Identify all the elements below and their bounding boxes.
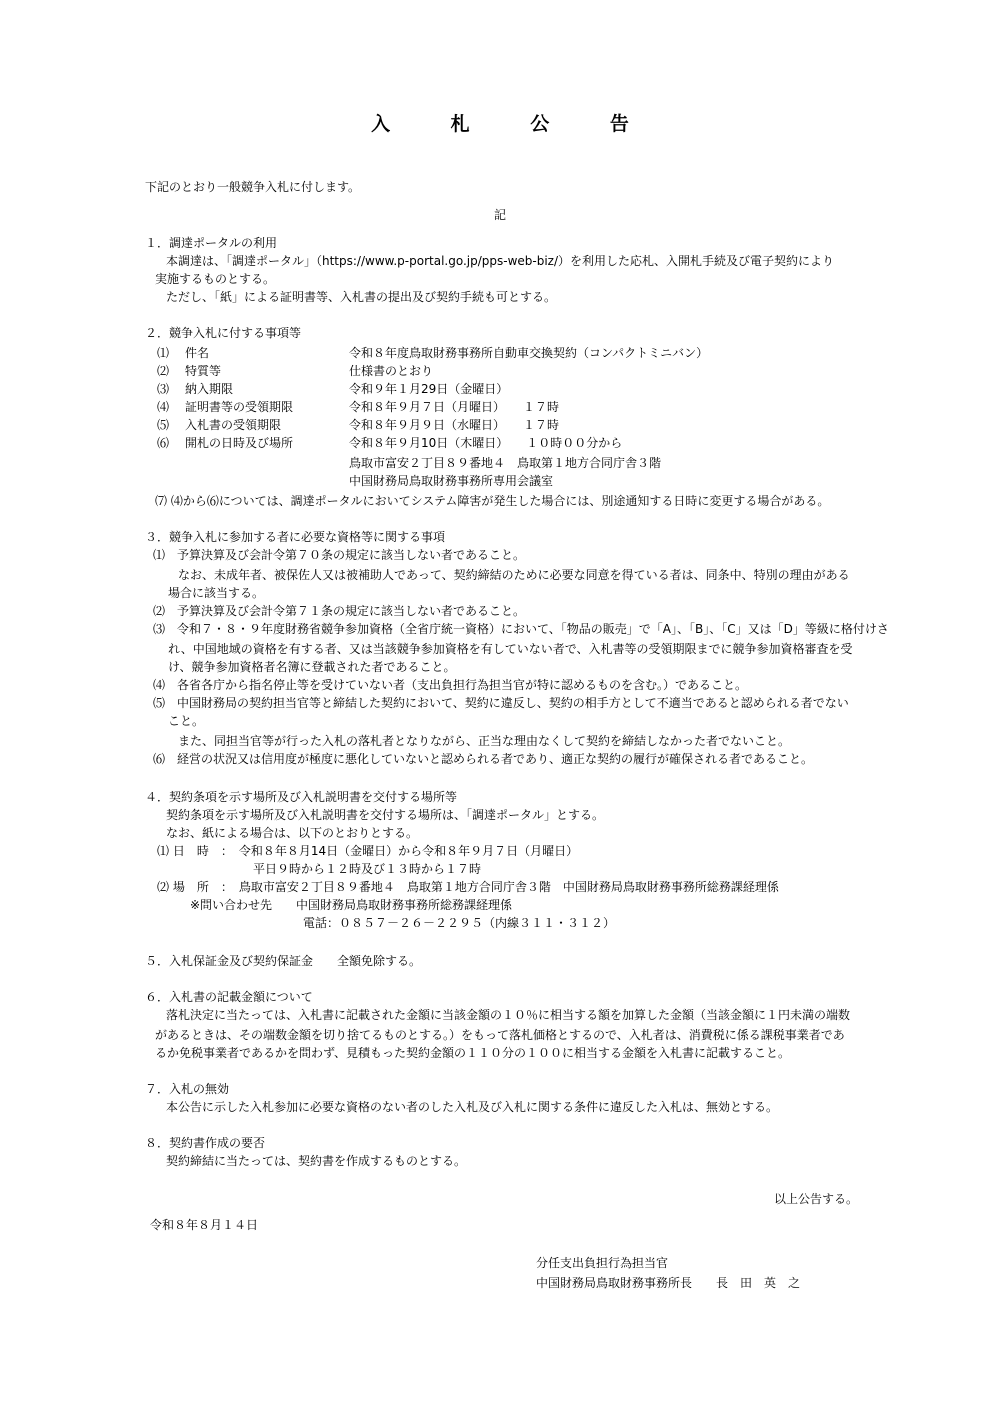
item-2-label: 特質等: [185, 364, 222, 378]
section-3-item-3: ⑶ 令和７・８・９年度財務省競争参加資格（全省庁統一資格）において、「物品の販売」で「A」、「B」、「C」又は「D」等級に格付けさ: [153, 622, 889, 636]
item-1-number: ⑴: [157, 346, 170, 360]
section-8-para: 契約締結に当たっては、契約書を作成するものとする。: [166, 1154, 467, 1168]
item-3-number: ⑶: [157, 382, 170, 396]
signer-title: 分任支出負担行為担当官: [536, 1256, 669, 1270]
section-3-item-4: ⑷ 各省各庁から指名停止等を受けていない者（支出負担行為担当官が特に認めるものを含む。）であること。: [153, 678, 748, 692]
section-2-heading: ２．競争入札に付する事項等: [145, 326, 302, 340]
item-5-value: 令和８年９月９日（水曜日） １７時: [349, 418, 560, 432]
section-8-heading: ８．契約書作成の要否: [145, 1136, 266, 1150]
section-4-place-line: ⑵ 場 所 ： 鳥取市富安２丁目８９番地４ 鳥取第１地方合同庁舎３階 中国財務局鳥取財務事務所総務課経理係: [157, 880, 779, 894]
section-3-item-1-note-cont: 場合に該当する。: [168, 586, 265, 600]
section-3-item-3-cont-1: れ、中国地域の資格を有する者、又は当該競争参加資格を有していない者で、入札書等の受領期限までに競争参加資格審査を受: [168, 642, 853, 656]
ki-label: 記: [494, 208, 507, 222]
signer-name: 中国財務局鳥取財務事務所長 長 田 英 之: [536, 1276, 801, 1290]
page-title: 入 札 公 告: [371, 113, 656, 135]
section-6-para-line-1: 落札決定に当たっては、入札書に記載された金額に当該金額の１０％に相当する額を加算した金額（当該金額に１円未満の端数: [166, 1008, 851, 1022]
section-3-item-6: ⑹ 経営の状況又は信用度が極度に悪化していないと認められる者であり、適正な契約の履行が確保される者であること。: [153, 752, 814, 766]
section-4-para-2: なお、紙による場合は、以下のとおりとする。: [166, 826, 419, 840]
section-4-para-1: 契約条項を示す場所及び入札説明書を交付する場所は、「調達ポータル」とする。: [166, 808, 605, 822]
item-1-value: 令和８年度鳥取財務事務所自動車交換契約（コンパクトミニバン）: [349, 346, 709, 360]
item-3-value: 令和９年１月29日（金曜日）: [349, 382, 509, 396]
section-6-para-line-2: があるときは、その端数金額を切り捨てるものとする。）をもって落札価格とするので、入札者は、消費税に係る課税事業者であ: [155, 1028, 845, 1042]
section-7-para: 本公告に示した入札参加に必要な資格のない者のした入札及び入札に関する条件に違反した入札は、無効とする。: [166, 1100, 779, 1114]
section-1-heading: １．調達ポータルの利用: [145, 236, 278, 250]
item-3-label: 納入期限: [185, 382, 234, 396]
item-4-label: 証明書等の受領期限: [185, 400, 294, 414]
item-7-note: ⑺ ⑷から⑹については、調達ポータルにおいてシステム障害が発生した場合には、別途通知する日時に変更する場合がある。: [155, 494, 830, 508]
item-6-number: ⑹: [157, 436, 170, 450]
item-6-place-line-1: 鳥取市富安２丁目８９番地４ 鳥取第１地方合同庁舎３階: [349, 456, 662, 470]
section-3-item-2: ⑵ 予算決算及び会計令第７１条の規定に該当しない者であること。: [153, 604, 526, 618]
section-4-heading: ４．契約条項を示す場所及び入札説明書を交付する場所等: [145, 790, 458, 804]
section-3-item-1: ⑴ 予算決算及び会計令第７０条の規定に該当しない者であること。: [153, 548, 526, 562]
item-1-label: 件名: [185, 346, 210, 360]
item-2-number: ⑵: [157, 364, 170, 378]
section-6-para-line-3: るか免税事業者であるかを問わず、見積もった契約金額の１１０分の１００に相当する金額を入札書に記載すること。: [155, 1046, 791, 1060]
intro-text: 下記のとおり一般競争入札に付します。: [145, 180, 361, 194]
section-4-contact: ※問い合わせ先 中国財務局鳥取財務事務所総務課経理係: [190, 898, 513, 912]
section-6-heading: ６．入札書の記載金額について: [145, 990, 313, 1004]
section-1-para-1-cont: 実施するものとする。: [155, 272, 276, 286]
item-4-number: ⑷: [157, 400, 170, 414]
section-4-phone: 電話：０８５７－２６－２２９５（内線３１１・３１２）: [303, 916, 616, 930]
section-5-heading: ５．入札保証金及び契約保証金 全額免除する。: [145, 954, 422, 968]
section-1-para-2: ただし、「紙」による証明書等、入札書の提出及び契約手続も可とする。: [166, 290, 557, 304]
item-6-label: 開札の日時及び場所: [185, 436, 294, 450]
item-5-label: 入札書の受領期限: [185, 418, 282, 432]
section-1-para-1: 本調達は、「調達ポータル」（https://www.p-portal.go.jp/pps-web-biz/）を利用した応札、入開札手続及び電子契約により: [166, 254, 835, 268]
item-2-value: 仕様書のとおり: [349, 364, 434, 378]
item-4-value: 令和８年９月７日（月曜日） １７時: [349, 400, 560, 414]
section-3-item-5-note: また、同担当官等が行った入札の落札者となりながら、正当な理由なくして契約を締結しなかった者でないこと。: [178, 734, 791, 748]
section-3-item-1-note: なお、未成年者、被保佐人又は被補助人であって、契約締結のために必要な同意を得ている者は、同条中、特別の理由がある: [178, 568, 850, 582]
section-3-item-5-cont: こと。: [168, 714, 205, 728]
closing-text: 以上公告する。: [774, 1192, 859, 1206]
section-4-date-line: ⑴ 日 時 ： 令和８年８月14日（金曜日）から令和８年９月７日（月曜日）: [157, 844, 579, 858]
notice-date: 令和８年８月１４日: [150, 1218, 259, 1232]
item-5-number: ⑸: [157, 418, 170, 432]
section-4-hours-line: 平日９時から１２時及び１３時から１７時: [253, 862, 482, 876]
section-7-heading: ７．入札の無効: [145, 1082, 230, 1096]
section-3-heading: ３．競争入札に参加する者に必要な資格等に関する事項: [145, 530, 446, 544]
item-6-place-line-2: 中国財務局鳥取財務事務所専用会議室: [349, 474, 554, 488]
item-6-value: 令和８年９月10日（木曜日） １０時００分から: [349, 436, 623, 450]
section-3-item-3-cont-2: け、競争参加資格者名簿に登載された者であること。: [168, 660, 456, 674]
section-3-item-5: ⑸ 中国財務局の契約担当官等と締結した契約において、契約に違反し、契約の相手方として不適当であると認められる者でない: [153, 696, 849, 710]
